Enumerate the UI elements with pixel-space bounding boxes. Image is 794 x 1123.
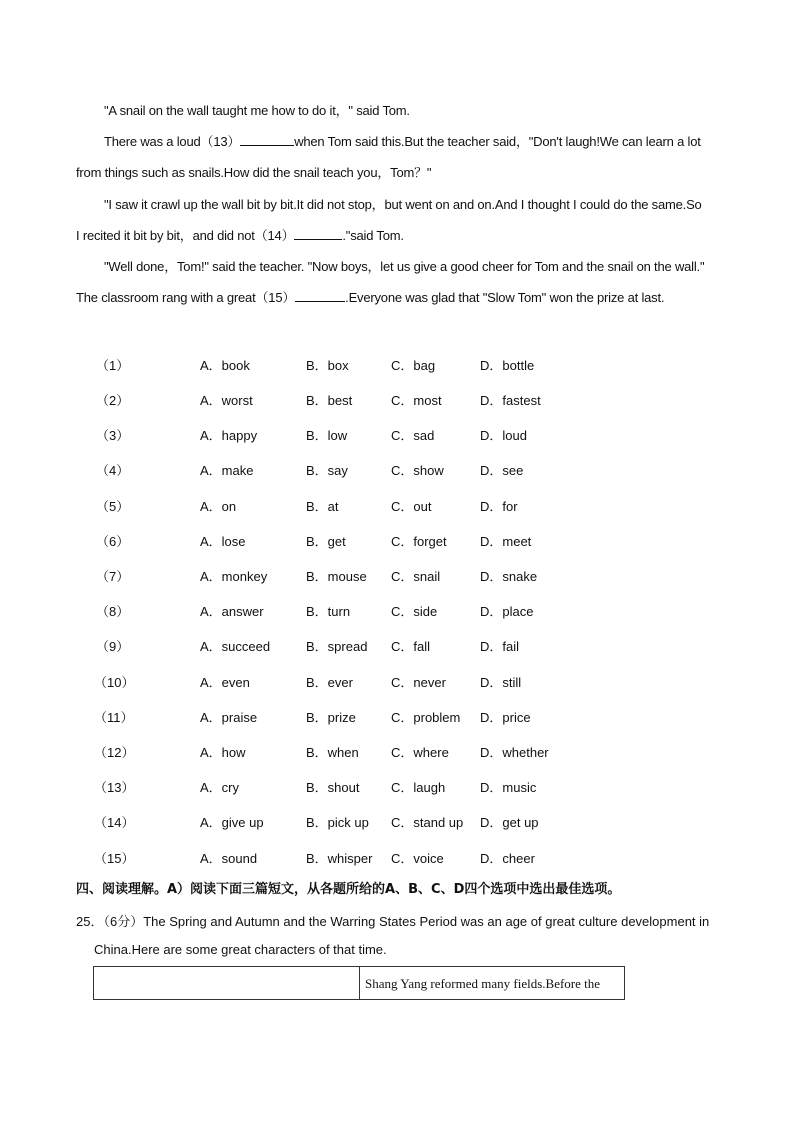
passage-paragraph-1 — [76, 95, 718, 126]
question-number: （12） — [94, 745, 135, 760]
passage-text: ."said Tom. — [342, 228, 404, 244]
option-a: A．succeed — [200, 639, 271, 654]
table-cell-text: Shang Yang reformed many fields.Before the — [365, 976, 601, 991]
section-heading: 四、阅读理解。A）阅读下面三篇短文，从各题所给的A、B、C、D四个选项中选出最佳选项。 — [76, 882, 621, 897]
question-number: （1） — [96, 358, 130, 373]
option-c: C．show — [391, 463, 444, 478]
option-c: C．never — [391, 675, 446, 690]
option-b: B．spread — [306, 639, 368, 654]
option-a: A．monkey — [200, 569, 268, 584]
passage-paragraph-3 — [76, 189, 718, 251]
option-b: B．whisper — [306, 851, 373, 866]
passage-text: The classroom rang with a great（15） — [76, 290, 296, 306]
question-number: （13） — [94, 780, 135, 795]
option-c: C．snail — [391, 569, 441, 584]
option-b: B．ever — [306, 675, 353, 690]
question-number: （2） — [96, 393, 130, 408]
option-d: D．still — [480, 675, 522, 690]
option-b: B．get — [306, 534, 346, 549]
blank-15 — [295, 289, 345, 302]
blank-13 — [240, 133, 294, 146]
passage-text: .Everyone was glad that "Slow Tom" won the prize at last. — [345, 290, 665, 306]
passage-text: "I saw it crawl up the wall bit by bit.It did not stop，but went on and on.And I thought I could do the same.So — [104, 197, 702, 212]
option-c: C．where — [391, 745, 449, 760]
option-d: D．see — [480, 463, 524, 478]
option-c: C．laugh — [391, 780, 446, 795]
option-a: A．lose — [200, 534, 246, 549]
option-b: B．at — [306, 499, 339, 514]
option-b: B．box — [306, 358, 349, 373]
characters-table — [93, 966, 625, 1000]
question-number: （11） — [94, 710, 134, 725]
option-c: C．out — [391, 499, 432, 514]
question-number: （9） — [96, 639, 130, 654]
option-b: B．say — [306, 463, 348, 478]
option-b: B．pick up — [306, 815, 369, 830]
option-a: A．cry — [200, 780, 240, 795]
option-c: C．side — [391, 604, 438, 619]
option-c: C．forget — [391, 534, 447, 549]
option-d: D．bottle — [480, 358, 535, 373]
passage-text: "A snail on the wall taught me how to do it，" said Tom. — [104, 103, 410, 118]
question-number: （15） — [94, 851, 135, 866]
option-b: B．low — [306, 428, 348, 443]
passage-text: when Tom said this.But the teacher said，"Don't laugh!We can learn a lot — [294, 134, 701, 149]
table-cell-empty — [94, 967, 360, 999]
question-number: （7） — [96, 569, 130, 584]
option-d: D．fastest — [480, 393, 541, 408]
option-a: A．how — [200, 745, 246, 760]
option-d: D．whether — [480, 745, 549, 760]
option-c: C．fall — [391, 639, 431, 654]
question-number: （5） — [96, 499, 130, 514]
option-a: A．praise — [200, 710, 258, 725]
option-c: C．voice — [391, 851, 444, 866]
question-number: （4） — [96, 463, 130, 478]
passage-paragraph-2 — [76, 126, 718, 188]
passage-text: "Well done，Tom!" said the teacher. "Now boys，let us give a good cheer for Tom and the snail on the wall." — [104, 259, 705, 274]
option-d: D．loud — [480, 428, 527, 443]
option-d: D．place — [480, 604, 534, 619]
option-d: D．music — [480, 780, 537, 795]
blank-14 — [294, 227, 342, 240]
option-b: B．when — [306, 745, 359, 760]
option-a: A．worst — [200, 393, 253, 408]
option-b: B．mouse — [306, 569, 367, 584]
option-b: B．best — [306, 393, 353, 408]
option-d: D．fail — [480, 639, 520, 654]
option-d: D．snake — [480, 569, 538, 584]
option-a: A．answer — [200, 604, 264, 619]
option-c: C．sad — [391, 428, 435, 443]
option-d: D．for — [480, 499, 518, 514]
question-number: （3） — [96, 428, 130, 443]
question-number: （8） — [96, 604, 130, 619]
option-a: A．make — [200, 463, 254, 478]
option-d: D．meet — [480, 534, 532, 549]
option-d: D．price — [480, 710, 531, 725]
option-a: A．on — [200, 499, 237, 514]
option-c: C．stand up — [391, 815, 464, 830]
passage-text: I recited it bit by bit，and did not（14） — [76, 228, 295, 244]
option-a: A．even — [200, 675, 250, 690]
option-b: B．shout — [306, 780, 360, 795]
option-d: D．get up — [480, 815, 539, 830]
question-25-line-1: 25．（6分）The Spring and Autumn and the Warring States Period was an age of great culture development in — [76, 914, 710, 929]
question-number: （10） — [94, 675, 135, 690]
option-a: A．happy — [200, 428, 258, 443]
option-c: C．bag — [391, 358, 436, 373]
option-a: A．give up — [200, 815, 264, 830]
option-c: C．most — [391, 393, 442, 408]
option-c: C．problem — [391, 710, 461, 725]
option-a: A．sound — [200, 851, 258, 866]
option-d: D．cheer — [480, 851, 535, 866]
option-b: B．prize — [306, 710, 356, 725]
question-number: （14） — [94, 815, 135, 830]
option-a: A．book — [200, 358, 250, 373]
option-b: B．turn — [306, 604, 351, 619]
passage-text: from things such as snails.How did the snail teach you，Tom？" — [76, 165, 432, 181]
passage-text: There was a loud（13） — [104, 134, 241, 149]
question-number: （6） — [96, 534, 130, 549]
passage-paragraph-4 — [76, 251, 718, 313]
question-25-line-2: China.Here are some great characters of that time. — [94, 942, 387, 957]
